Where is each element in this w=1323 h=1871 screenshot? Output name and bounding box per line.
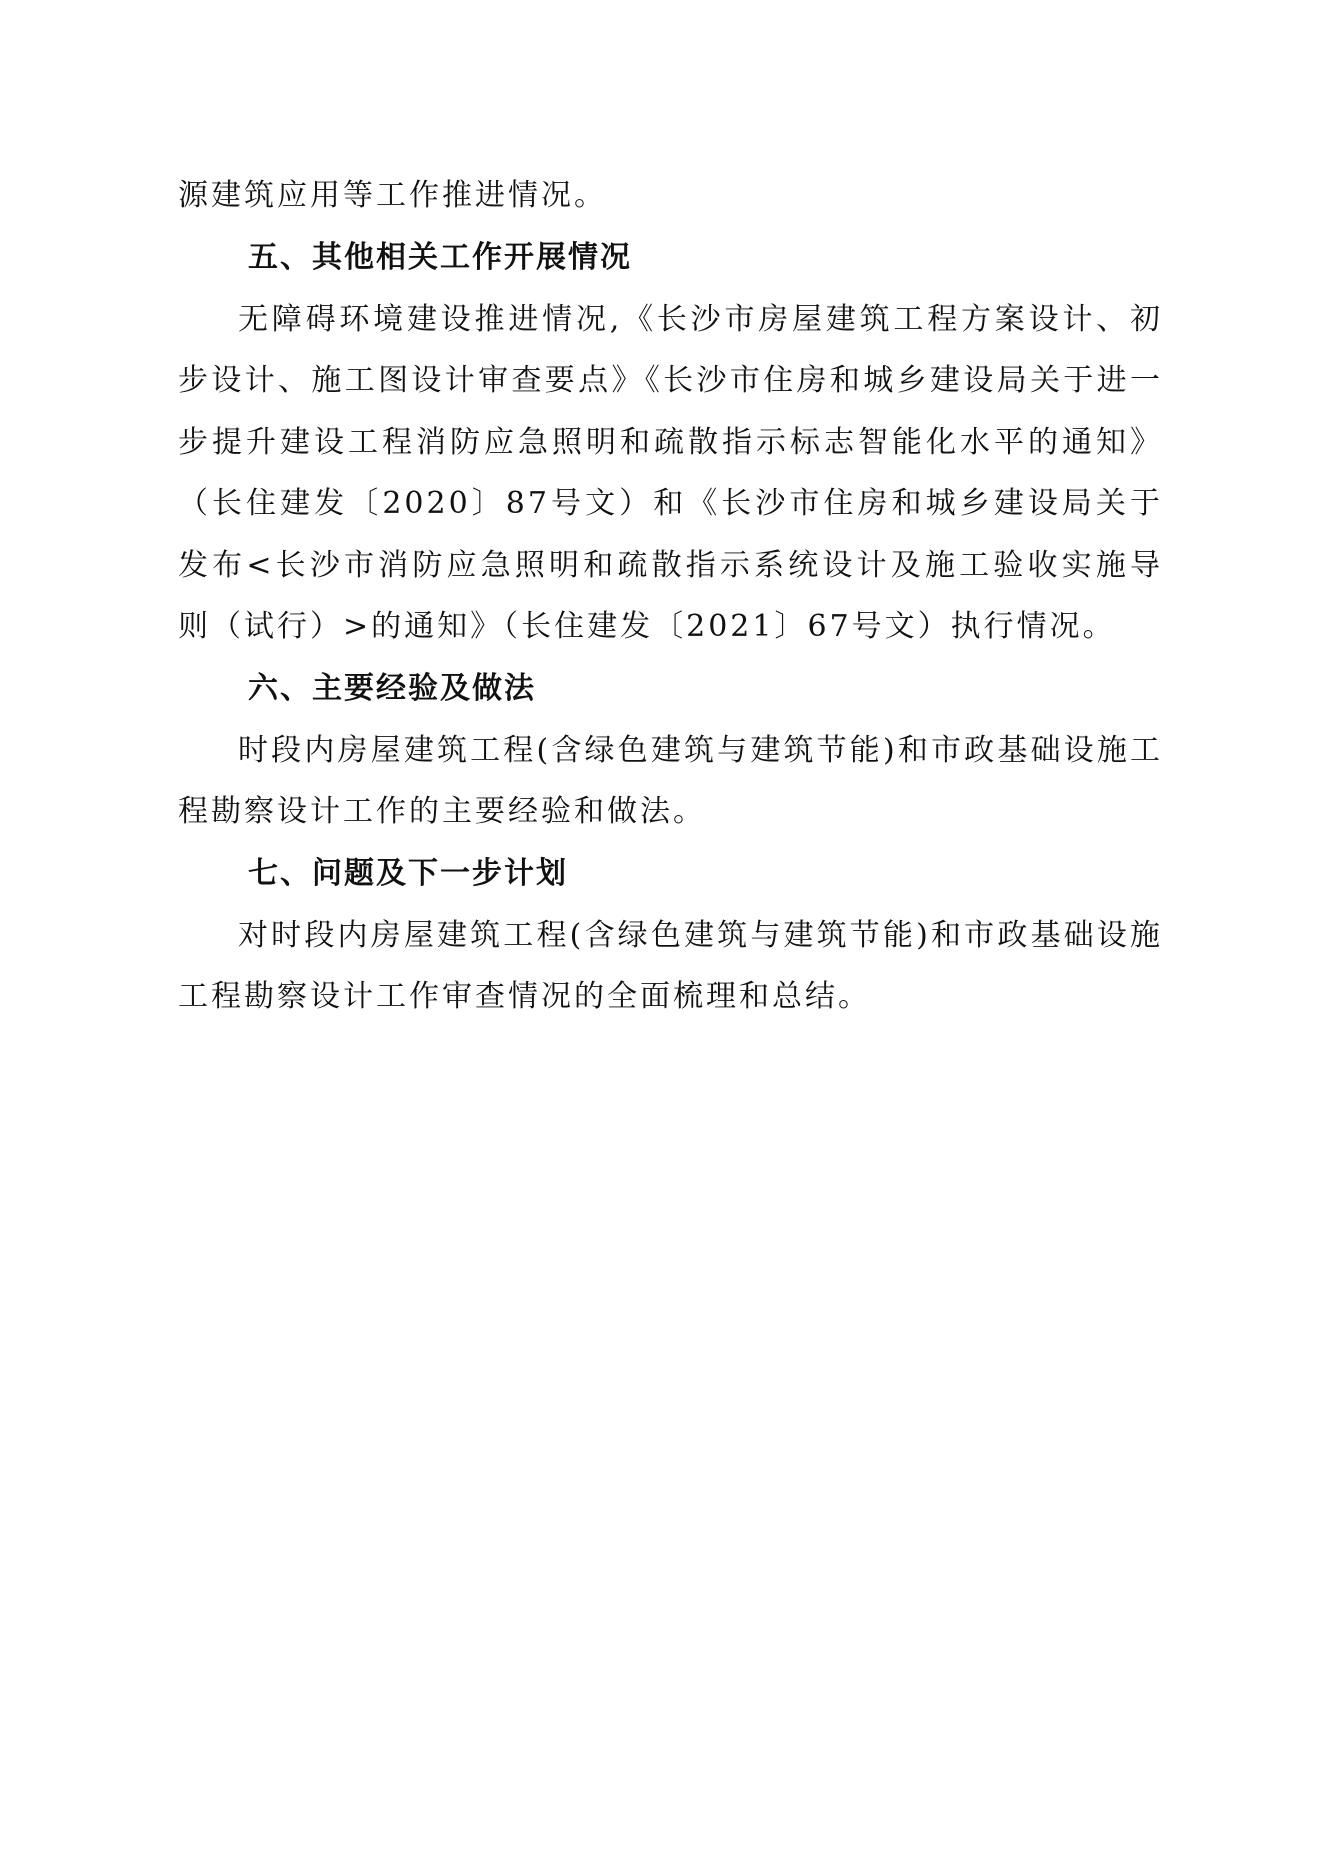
section-6-paragraph: 时段内房屋建筑工程(含绿色建筑与建筑节能)和市政基础设施工程勘察设计工作的主要经验和做法。 (178, 732, 1163, 829)
document-body (178, 165, 1163, 1028)
section-5-paragraph: 无障碍环境建设推进情况,《长沙市房屋建筑工程方案设计、初步设计、施工图设计审查要点》《长沙市住房和城乡建设局关于进一步提升建设工程消防应急照明和疏散指示标志智能化水平的通知》（长住建发〔2020〕87号文）和《长沙市住房和城乡建设局关于发布<长沙市消防应急照明和疏散指示系统设计及施工验收实施导则（试行）>的通知》（长住建发〔2021〕67号文）执行情况。 (178, 301, 1163, 644)
section-heading-7: 七、问题及下一步计划 (248, 855, 568, 891)
section-heading-5: 五、其他相关工作开展情况 (248, 239, 632, 275)
paragraph-continuation: 源建筑应用等工作推进情况。 (178, 178, 607, 213)
section-7-paragraph: 对时段内房屋建筑工程(含绿色建筑与建筑节能)和市政基础设施工程勘察设计工作审查情况的全面梳理和总结。 (178, 917, 1163, 1014)
section-heading-6: 六、主要经验及做法 (248, 670, 536, 706)
